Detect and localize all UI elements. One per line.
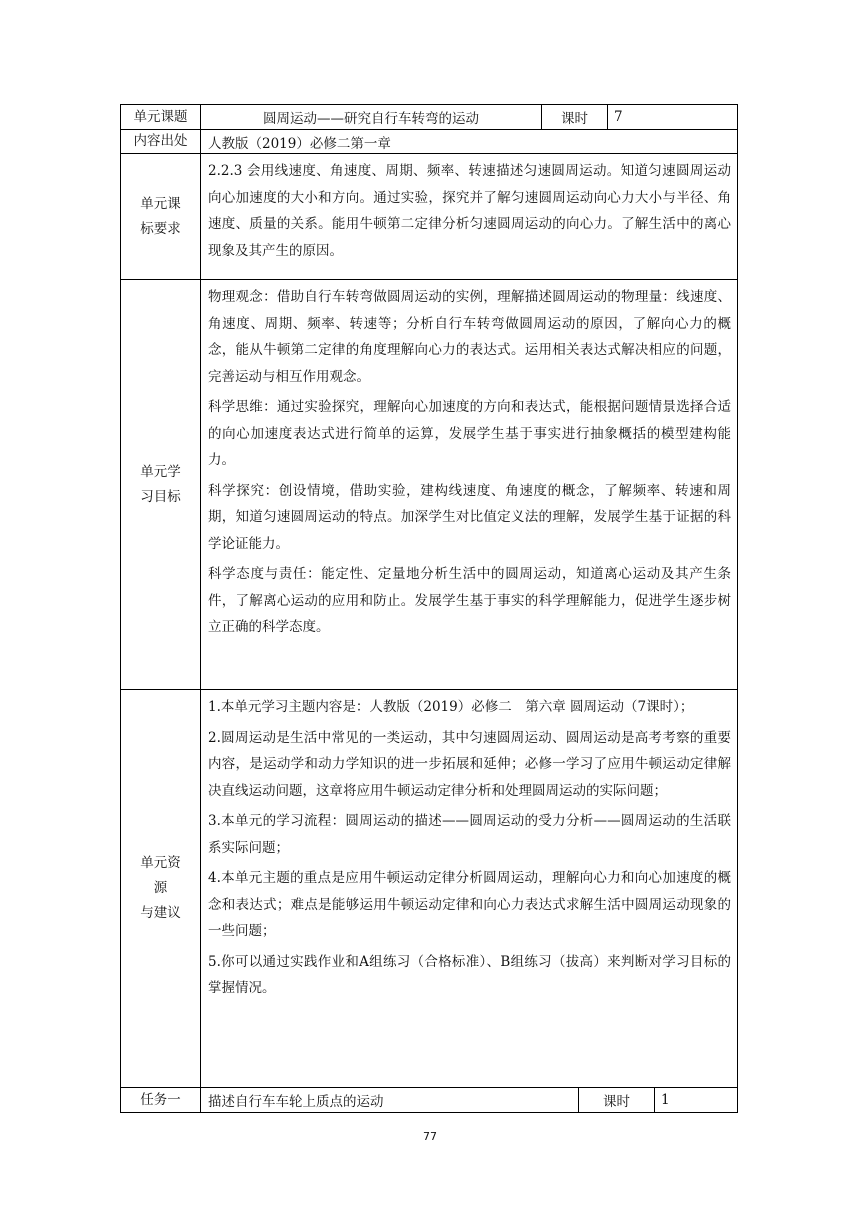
learning-goals-label-line2: 习目标 xyxy=(140,488,181,505)
learning-goals-row xyxy=(121,279,737,689)
unit-topic-row xyxy=(121,105,737,129)
task-one-label: 任务一 xyxy=(140,1091,181,1108)
unit-hours-label: 课时 xyxy=(541,105,607,129)
unit-topic-label: 单元课题 xyxy=(133,108,188,125)
curriculum-requirements-label xyxy=(121,154,200,279)
goal-scientific-attitude: 科学态度与责任：能定性、定量地分析生活中的圆周运动，知道离心运动及其产生条件，了解离心运动的应用和防止。发展学生基于事实的科学理解能力，促进学生逐步树立正确的科学态度。 xyxy=(208,566,731,635)
resource-item-3: 3.本单元的学习流程：圆周运动的描述——圆周运动的受力分析——圆周运动的生活联系实际问题； xyxy=(208,813,731,856)
task-one-title: 描述自行车车轮上质点的运动 xyxy=(200,1088,578,1112)
learning-goals-label-line1: 单元学 xyxy=(140,463,181,480)
resources-label xyxy=(121,690,200,1087)
resource-item-1: 1.本单元学习主题内容是：人教版（2019）必修二 第六章 圆周运动（7课时）； xyxy=(208,699,694,715)
task-one-row xyxy=(121,1087,737,1112)
learning-goals-text xyxy=(200,280,737,689)
resource-item-4: 4.本单元主题的重点是应用牛顿运动定律分析圆周运动，理解向心力和向心加速度的概念和表达式；难点是能够运用牛顿运动定律和向心力表达式求解生活中圆周运动现象的一些问题； xyxy=(208,870,731,939)
unit-topic-title: 圆周运动——研究自行车转弯的运动 xyxy=(200,105,541,129)
resources-label-line2: 与建议 xyxy=(140,905,181,921)
page-number: 77 xyxy=(423,1130,437,1143)
curriculum-requirements-row xyxy=(121,153,737,279)
content-source-label: 内容出处 xyxy=(133,133,188,149)
resources-text xyxy=(200,690,737,1087)
unit-hours-value: 7 xyxy=(607,105,737,129)
task-hours-value: 1 xyxy=(654,1088,737,1112)
resource-item-5: 5.你可以通过实践作业和A组练习（合格标准）、B组练习（拔高）来判断对学习目标的掌握情况。 xyxy=(208,953,731,996)
curriculum-requirements-label-line2: 标要求 xyxy=(140,220,181,237)
goal-scientific-inquiry: 科学探究：创设情境，借助实验，建构线速度、角速度的概念，了解频率、转速和周期，知道匀速圆周运动的特点。加深学生对比值定义法的理解，发展学生基于证据的科学论证能力。 xyxy=(208,482,731,552)
resources-row xyxy=(121,689,737,1087)
learning-goals-label xyxy=(121,280,200,689)
unit-plan-table xyxy=(120,104,738,1113)
curriculum-requirements-text: 2.2.3 会用线速度、角速度、周期、频率、转速描述匀速圆周运动。知道匀速圆周运动向心加速度的大小和方向。通过实验，探究并了解匀速圆周运动向心力大小与半径、角速度、质量的关系。能用牛顿第二定律分析匀速圆周运动的向心力。了解生活中的离心现象及其产生的原因。 xyxy=(200,154,737,279)
content-source-value: 人教版（2019）必修二第一章 xyxy=(200,130,737,153)
task-hours-label: 课时 xyxy=(578,1088,654,1112)
goal-scientific-thinking: 科学思维：通过实验探究，理解向心加速度的方向和表达式，能根据问题情景选择合适的向心加速度表达式进行简单的运算，发展学生基于事实进行抽象概括的模型建构能力。 xyxy=(208,399,731,468)
curriculum-requirements-label-line1: 单元课 xyxy=(140,195,181,212)
goal-physics-concept: 物理观念：借助自行车转弯做圆周运动的实例，理解描述圆周运动的物理量：线速度、角速度、周期、频率、转速等；分析自行车转弯做圆周运动的原因，了解向心力的概念，能从牛顿第二定律的角度理解向心力的表达式。运用相关表达式解决相应的问题，完善运动与相互作用观念。 xyxy=(208,289,731,385)
resource-item-2: 2.圆周运动是生活中常见的一类运动，其中匀速圆周运动、圆周运动是高考考察的重要内容，是运动学和动力学知识的进一步拓展和延伸；必修一学习了应用牛顿运动定律解决直线运动问题，这章将应用牛顿运动定律分析和处理圆周运动的实际问题； xyxy=(208,729,731,799)
resources-label-line1: 单元资源 xyxy=(140,855,181,896)
content-source-row xyxy=(121,129,737,153)
